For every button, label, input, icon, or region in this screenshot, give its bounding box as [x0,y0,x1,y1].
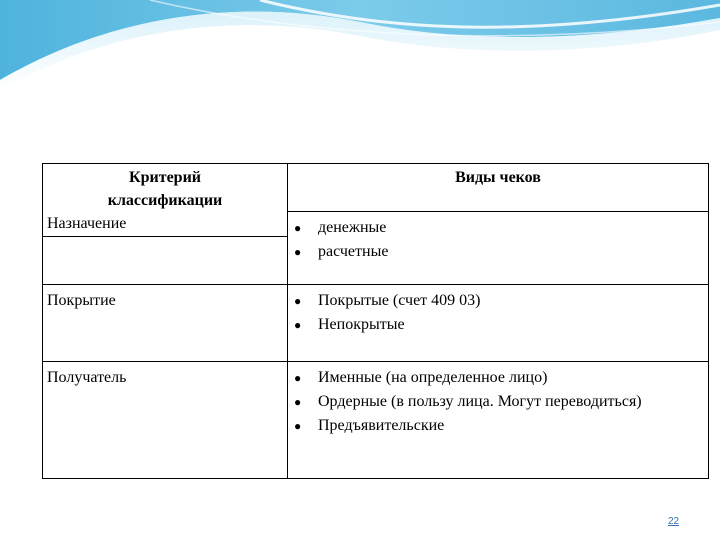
top-wave-decoration [0,0,720,90]
list-item-text: Ордерные (в пользу лица. Могут переводиться) [318,393,642,410]
table-row [43,362,709,479]
row-purpose-label-spacer [43,237,288,285]
list-item-text: Предъявительские [318,417,445,434]
list-item [294,414,708,438]
table-header-row [43,164,709,237]
bullet-icon: ● [294,371,302,385]
list-item-text: Покрытые (счет 409 03) [318,292,481,309]
row-label-recipient: Получатель [43,362,288,479]
header-types-cell [288,164,709,285]
header-criterion-line1: Критерий [128,169,201,186]
list-item-text: Именные (на определенное лицо) [318,369,548,386]
bullet-icon: ● [294,245,302,259]
header-criterion-cell [43,164,288,237]
list-item-text: денежные [318,219,387,236]
list-item-text: расчетные [318,243,389,260]
page-number: 22 [668,516,680,527]
row-items-purpose [288,212,708,284]
header-types: Виды чеков [455,169,541,186]
list-item [294,366,708,390]
bullet-icon: ● [294,294,302,308]
bullet-icon: ● [294,395,302,409]
list-item [294,240,708,264]
header-criterion-line2: классификации [107,192,223,209]
list-item [294,216,708,240]
list-item [294,313,708,337]
table-row [43,285,709,362]
bullet-icon: ● [294,318,302,332]
classification-table [42,163,709,479]
row-label-coverage: Покрытие [43,285,288,362]
list-item [294,390,708,414]
bullet-icon: ● [294,419,302,433]
bullet-icon: ● [294,221,302,235]
list-item-text: Непокрытые [318,316,405,333]
row-items-coverage [288,285,709,362]
row-label-purpose: Назначение [47,215,127,232]
list-item [294,289,708,313]
row-items-recipient [288,362,709,479]
